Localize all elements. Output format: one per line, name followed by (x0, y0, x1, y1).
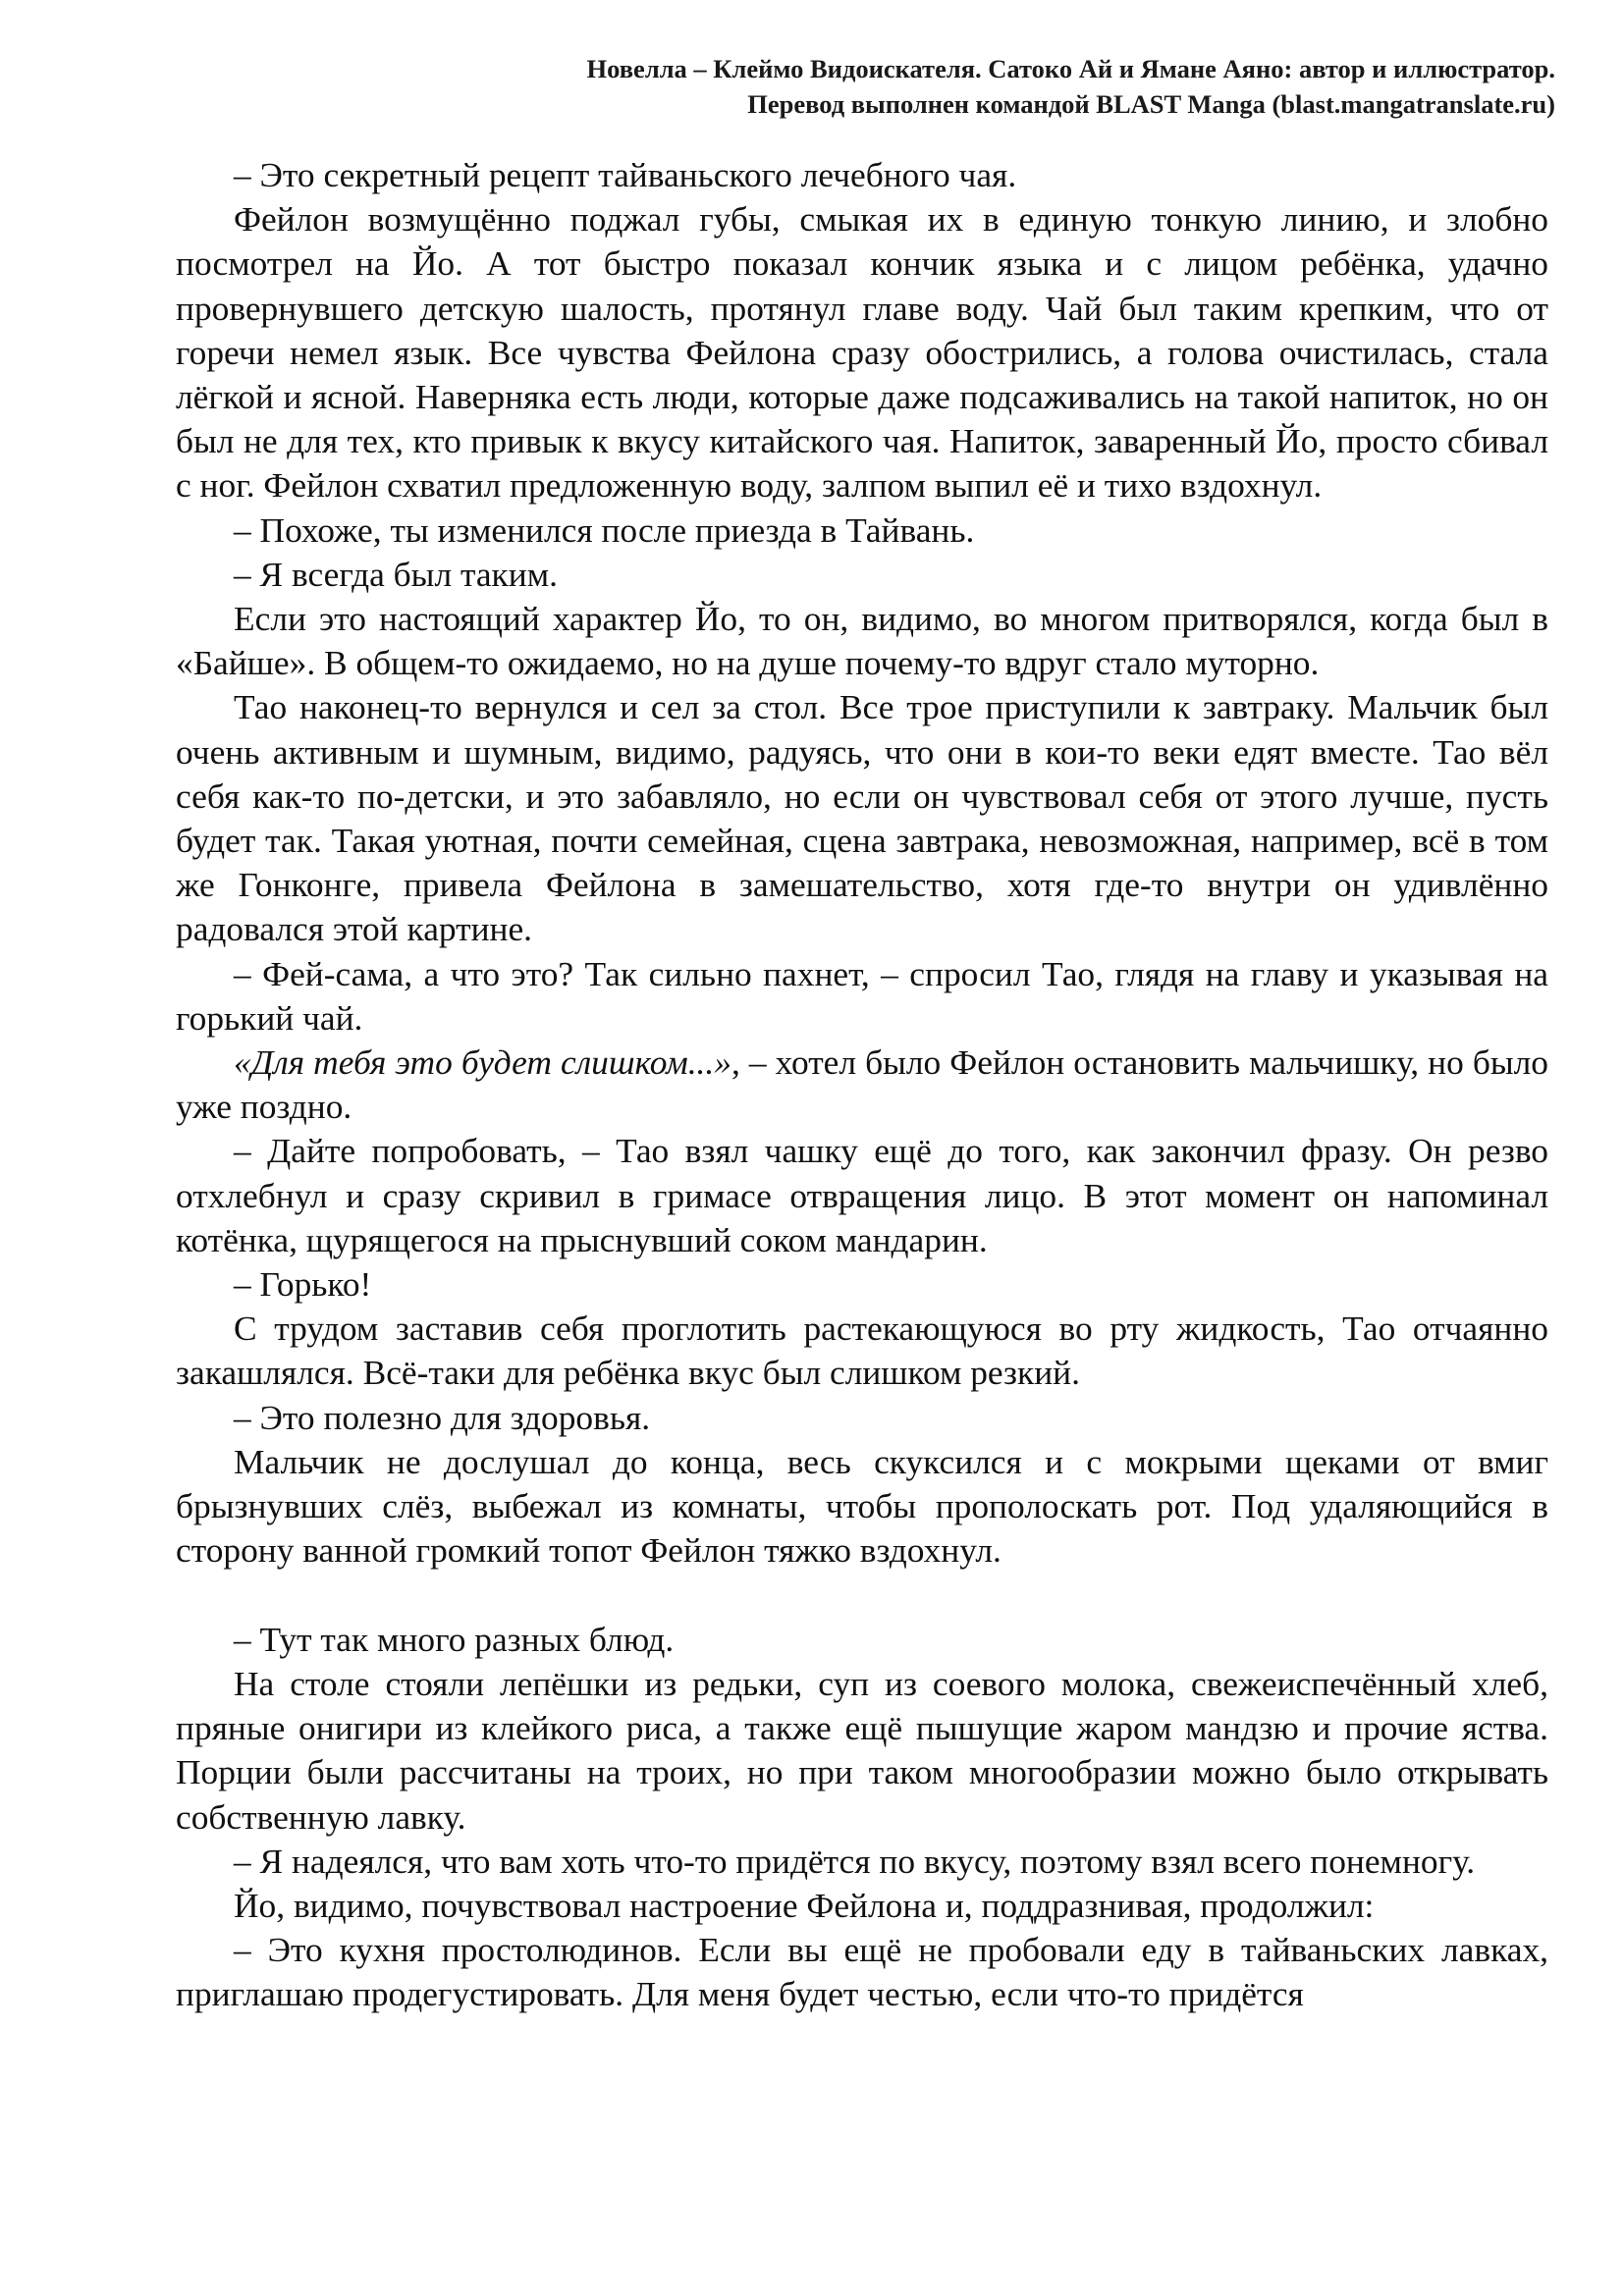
paragraph: Тао наконец-то вернулся и сел за стол. Все трое приступили к завтраку. Мальчик был очень активным и шумным, видимо, радуясь, что они в кои-то веки едят вместе. Тао вёл себя как-то по-детски, и это забавляло, но если он чувствовал себя от этого лучше, пусть будет так. Такая уютная, почти семейная, сцена завтрака, невозможная, например, всё в том же Гонконге, привела Фейлона в замешательство, хотя где-то внутри он удивлённо радовался этой картине. (176, 687, 1548, 949)
paragraph: – Похоже, ты изменился после приезда в Тайвань. (234, 509, 975, 550)
paragraph: – Я всегда был таким. (234, 554, 558, 594)
paragraph: – Это полезно для здоровья. (234, 1397, 651, 1437)
paragraph: С трудом заставив себя проглотить растекающуюся во рту жидкость, Тао отчаянно закашлялся. Всё-таки для ребёнка вкус был слишком резкий. (176, 1308, 1548, 1393)
paragraph: Если это настоящий характер Йо, то он, видимо, во многом притворялся, когда был в «Байше». В общем-то ожидаемо, но на душе почему-то вдруг стало муторно. (176, 599, 1548, 683)
paragraph: – Это кухня простолюдинов. Если вы ещё не пробовали еду в тайваньских лавках, приглашаю продегустировать. Для меня будет честью, если что-то придётся (176, 1930, 1548, 2014)
header-credit-line: Перевод выполнен командой BLAST Manga (blast.mangatranslate.ru) (747, 89, 1555, 119)
page-header (181, 51, 1555, 122)
paragraph: – Это секретный рецепт тайваньского лечебного чая. (234, 155, 1017, 194)
paragraph: – Фей-сама, а что это? Так сильно пахнет, – спросил Тао, глядя на главу и указывая на горький чай. (176, 953, 1548, 1038)
paragraph: – Дайте попробовать, – Тао взял чашку ещё до того, как закончил фразу. Он резво отхлебнул и сразу скривил в гримасе отвращения лицо. В этот момент он напоминал котёнка, щурящегося на прыснувший соком мандарин. (176, 1131, 1548, 1259)
header-title-line: Новелла – Клеймо Видоискателя. Сатоко Ай и Ямане Аяно: автор и иллюстратор. (586, 54, 1555, 83)
paragraph: Мальчик не дослушал до конца, весь скуксился и с мокрыми щеками от вмиг брызнувших слёз, выбежал из комнаты, чтобы прополоскать рот. Под удаляющийся в сторону ванной громкий топот Фейлон тяжко вздохнул. (176, 1441, 1548, 1571)
scene-break (176, 1574, 1548, 1618)
paragraph (176, 1041, 1548, 1129)
paragraph: На столе стояли лепёшки из редьки, суп из соевого молока, свежеиспечённый хлеб, пряные онигири из клейкого риса, а также ещё пышущие жаром мандзю и прочие яства. Порции были рассчитаны на троих, но при таком многообразии можно было открывать собственную лавку. (176, 1663, 1548, 1837)
italic-thought: «Для тебя это будет слишком...» (234, 1042, 731, 1083)
paragraph: – Горько! (234, 1264, 372, 1305)
paragraph: Фейлон возмущённо поджал губы, смыкая их в единую тонкую линию, и злобно посмотрел на Йо. А тот быстро показал кончик языка и с лицом ребёнка, удачно провернувшего детскую шалость, протянул главе воду. Чай был таким крепким, что от горечи немел язык. Все чувства Фейлона сразу обострились, а голова очистилась, стала лёгкой и ясной. Наверняка есть люди, которые даже подсаживались на такой напиток, но он был не для тех, кто привык к вкусу китайского чая. Напиток, заваренный Йо, просто сбивал с ног. Фейлон схватил предложенную воду, залпом выпил её и тихо вздохнул. (176, 199, 1548, 506)
paragraph: – Я надеялся, что вам хоть что-то придётся по вкусу, поэтому взял всего понемногу. (234, 1841, 1476, 1881)
paragraph-text: , – хотел было Фейлон остановить мальчишку, но было уже поздно. (176, 1042, 1549, 1127)
paragraph: – Тут так много разных блюд. (234, 1619, 675, 1659)
paragraph: Йо, видимо, почувствовал настроение Фейлона и, поддразнивая, продолжил: (234, 1885, 1375, 1925)
story-text (176, 153, 1548, 2017)
